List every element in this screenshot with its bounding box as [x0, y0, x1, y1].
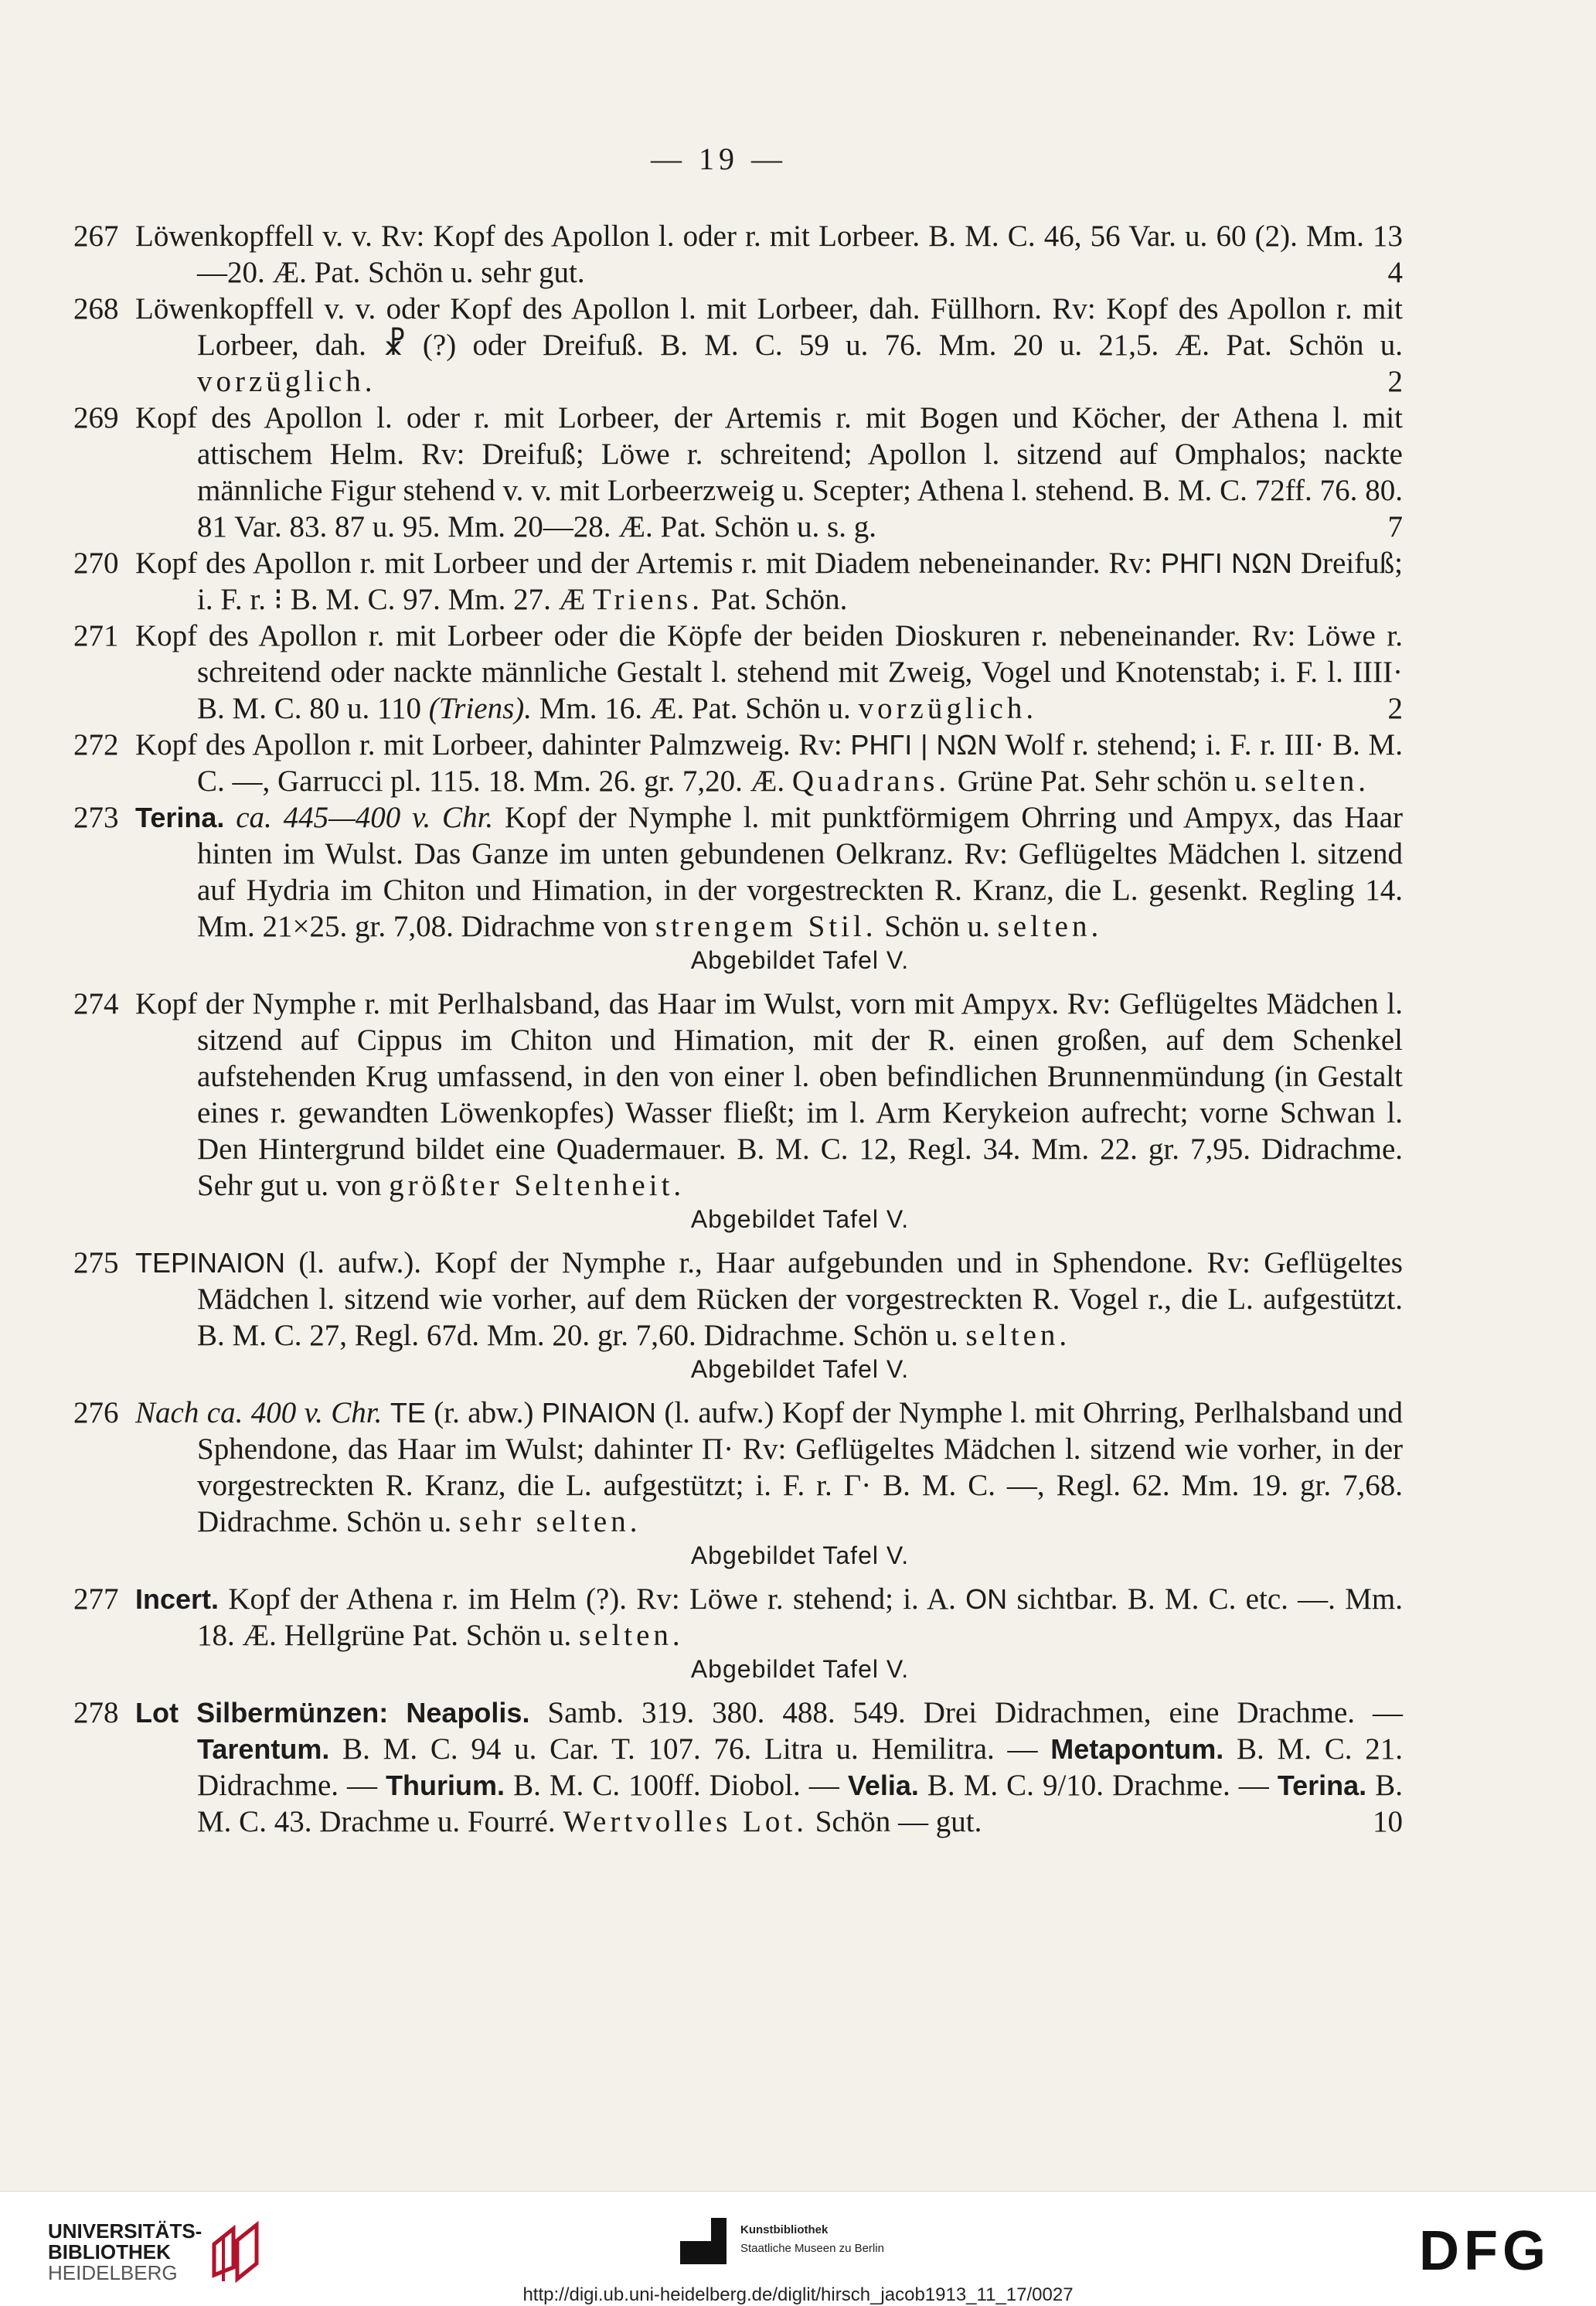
catalog-entry [73, 1245, 1403, 1354]
entry-text: Terina. [1277, 1770, 1367, 1801]
entry-text: Dreifuß; i. F. r. ⁝ B. M. C. 97. Mm. 27. Æ [197, 547, 1404, 616]
entry-text: B. M. C. 43. Drachme u. Fourré. [197, 1769, 1403, 1838]
entry-text: Wolf r. stehend; i. F. r. III· B. M. C. —, Garrucci pl. 115. 18. Mm. 26. gr. 7,20. Æ. [197, 728, 1403, 798]
ub-emblem-icon [206, 2221, 268, 2284]
entry-text [224, 801, 236, 834]
footer-bar [0, 2191, 1596, 2306]
entry-text: Samb. 319. 380. 488. 549. Drei Didrachmen, eine Drachme. — [529, 1696, 1403, 1729]
entry-text: Quadrans. [791, 765, 951, 798]
plate-reference: Abgebildet Tafel V. [690, 1541, 910, 1569]
entry-text: Tarentum. [197, 1733, 330, 1765]
entry-text: Kopf des Apollon l. oder r. mit Lorbeer, der Artemis r. mit Bogen und Köcher, der Athena l. mit attischem Helm. Rv: Dreifuß; Löwe r. schreitend; Apollon l. sitzend auf Omphalos; nackte männliche Figur stehend v. v. mit Lorbeerzweig u. Scepter; Athena l. stehend. B. M. C. 72ff. 76. 80. 81 Var. 83. 87 u. 95. Mm. 20—28. Æ. Pat. Schön u. s. g. [135, 401, 1403, 543]
entry-price: 2 [1387, 365, 1403, 398]
entry-text: Mm. 16. Æ. Pat. Schön u. [532, 692, 859, 725]
entry-text: Kopf des Apollon r. mit Lorbeer und der Artemis r. mit Diadem nebeneinander. Rv: [135, 547, 1161, 580]
entry-text: (l. aufw.). Kopf der Nymphe r., Haar aufgebunden und in Sphendone. Rv: Geflügeltes Mädchen l. sitzend wie vorher, auf dem Rücken der vorgestreckten R. Vogel r., die L. aufgestützt. B. M. C. 27, Regl. 67d. Mm. 20. gr. 7,60. Didrachme. Schön u. [197, 1246, 1403, 1352]
entry-number: 277 [73, 1582, 119, 1616]
entry-text: vorzüglich. [197, 365, 376, 398]
page-url[interactable]: http://digi.ub.uni-heidelberg.de/diglit/hirsch_jacob1913_11_17/0027 [522, 2284, 1074, 2305]
plate-reference: Abgebildet Tafel V. [690, 946, 910, 974]
entry-number: 269 [73, 401, 119, 434]
plate-reference: Abgebildet Tafel V. [690, 1355, 910, 1383]
entry-text: Kopf der Nymphe l. mit punktförmigem Ohrring und Ampyx, das Haar hinten im Wulst. Das Ganze im unten gebundenen Oelkranz. Rv: Geflügeltes Mädchen l. sitzend auf Hydria im Chiton und Himation, in der vorgestreckten R. Kranz, die L. gesenkt. Regling 14. Mm. 21×25. gr. 7,08. Didrachme von [197, 801, 1404, 943]
entry-number: 271 [73, 619, 119, 652]
entry-text: TEPINAION [135, 1247, 286, 1279]
entry-text: PHΓI NΩN [1160, 547, 1292, 579]
ub-line-1: UNIVERSITÄTS- [48, 2219, 202, 2243]
plate-reference: Abgebildet Tafel V. [690, 1655, 910, 1683]
entry-price: 7 [1387, 510, 1403, 543]
entry-text: ca. 445—400 v. Chr. [236, 801, 494, 834]
catalog-entry [73, 1395, 1403, 1540]
entry-text: Kopf des Apollon r. mit Lorbeer oder die Köpfe der beiden Dioskuren r. nebeneinander. Rv: Löwe r. schreitend oder nackte männliche Gestalt l. stehend mit Zweig, Vogel und Knotenstab; i. F. l. IIII· B. M. C. 80 u. 110 [135, 619, 1403, 725]
entry-text: Kopf der Nymphe r. mit Perlhalsband, das Haar im Wulst, vorn mit Ampyx. Rv: Geflügeltes Mädchen l. sitzend auf Cippus im Chiton und Himation, mit der R. einen großen, auf dem Schenkel aufstehenden Krug umfassend, in den von einer l. oben befindlichen Brunnenmündung (in Gestalt eines r. gewandten Löwenkopfes) Wasser fließt; im l. Arm Kerykeion aufrecht; vorne Schwan l. Den Hintergrund bildet eine Quadermauer. B. M. C. 12, Regl. 34. Mm. 22. gr. 7,95. Didrachme. Sehr gut u. von [135, 987, 1403, 1202]
catalog-entry [73, 986, 1403, 1204]
catalog-entry [73, 218, 1403, 291]
entry-text: selten. [578, 1619, 684, 1652]
entry-text: Thurium. [386, 1770, 505, 1801]
entry-text: PINAION [541, 1397, 656, 1429]
entry-text: Löwenkopffell v. v. oder Kopf des Apollon l. mit Lorbeer, dah. Füllhorn. Rv: Kopf des Apollon r. mit Lorbeer, dah. ☧ (?) oder Dreifuß. B. M. C. 59 u. 76. Mm. 20 u. 21,5. Æ. Pat. Schön u. [135, 292, 1403, 362]
entry-number: 267 [73, 220, 119, 253]
entry-text: (l. aufw.) Kopf der Nymphe l. mit Ohrring, Perlhalsband und Sphendone, das Haar im Wulst; dahinter Π· Rv: Geflügeltes Mädchen l. sitzend wie vorher, in der vorgestreckten R. Kranz, die L. aufgestützt; i. F. r. Γ· B. M. C. —, Regl. 62. Mm. 19. gr. 7,68. Didrachme. Schön u. [197, 1396, 1403, 1538]
entry-text: ON [965, 1583, 1008, 1615]
page-number: — 19 — [651, 141, 787, 176]
entry-number: 275 [73, 1246, 119, 1279]
dfg-logo[interactable]: DFG [1419, 2220, 1550, 2282]
kunstbibliothek-mark-icon [680, 2218, 727, 2264]
entry-text: TE [390, 1397, 426, 1429]
entry-text: (r. abw.) [425, 1396, 542, 1429]
entry-text: B. M. C. 21. Didrachme. — [197, 1732, 1403, 1802]
catalog-entry [73, 727, 1403, 799]
ub-line-3: HEIDELBERG [48, 2261, 178, 2284]
entry-text: (Triens). [428, 692, 533, 725]
entry-text: größter Seltenheit. [389, 1169, 686, 1202]
entry-number: 276 [73, 1396, 119, 1429]
catalog-entry [73, 291, 1403, 400]
entry-text: Kopf des Apollon r. mit Lorbeer, dahinter Palmzweig. Rv: [135, 728, 851, 761]
entry-number: 278 [73, 1696, 119, 1729]
entry-text: Lot Silbermünzen: Neapolis. [135, 1697, 530, 1729]
catalog-entry [73, 618, 1403, 727]
entry-text: B. M. C. 94 u. Car. T. 107. 76. Litra u. Hemilitra. — [329, 1732, 1051, 1766]
entry-text: Wertvolles Lot. [563, 1805, 808, 1838]
catalog-entry [73, 1581, 1403, 1654]
entry-number: 272 [73, 728, 119, 761]
catalog-entry [73, 545, 1403, 618]
entry-text: Metapontum. [1050, 1733, 1224, 1765]
entry-text: Velia. [847, 1770, 919, 1801]
entry-number: 273 [73, 801, 119, 834]
kunstbibliothek-logo[interactable] [680, 2218, 989, 2272]
catalog-entries [73, 218, 1403, 1840]
entry-text: Grüne Pat. Sehr schön u. [950, 765, 1265, 798]
entry-number: 274 [73, 987, 119, 1020]
entry-text: Schön u. [876, 910, 998, 943]
catalog-entry [73, 799, 1403, 945]
entry-price: 10 [1373, 1805, 1403, 1838]
entry-text: selten. [1264, 765, 1370, 798]
entry-text: strengem Stil. [655, 910, 877, 943]
entry-price: 2 [1387, 692, 1403, 725]
entry-text: PHΓI | NΩN [850, 729, 998, 761]
entry-text [382, 1396, 390, 1429]
kb-line-1: Kunstbibliothek [740, 2223, 829, 2236]
entry-text: Pat. Schön. [703, 583, 848, 616]
plate-reference: Abgebildet Tafel V. [690, 1205, 910, 1233]
entry-text: vorzüglich. [858, 692, 1038, 725]
ub-heidelberg-logo[interactable] [48, 2221, 249, 2283]
entry-price: 4 [1387, 256, 1403, 289]
entry-text: Triens. [593, 583, 704, 616]
entry-text: selten. [997, 910, 1103, 943]
entry-text: Nach ca. 400 v. Chr. [135, 1396, 383, 1429]
entry-text: Incert. [135, 1583, 219, 1615]
entry-text: B. M. C. 9/10. Drachme. — [918, 1769, 1278, 1802]
ub-line-2: BIBLIOTHEK [48, 2240, 171, 2263]
entry-text: sichtbar. B. M. C. etc. —. Mm. 18. Æ. Hellgrüne Pat. Schön u. [197, 1582, 1404, 1652]
entry-text: sehr selten. [459, 1505, 641, 1538]
entry-text: B. M. C. 100ff. Diobol. — [505, 1769, 848, 1802]
entry-number: 270 [73, 547, 119, 580]
entry-text: Terina. [135, 802, 225, 833]
entry-text: Schön — gut. [807, 1805, 982, 1838]
kb-line-2: Staatliche Museen zu Berlin [740, 2242, 884, 2255]
catalog-entry [73, 1695, 1403, 1840]
entry-text: selten. [965, 1319, 1071, 1352]
catalog-entry [73, 400, 1403, 545]
entry-text: Kopf der Athena r. im Helm (?). Rv: Löwe r. stehend; i. A. [219, 1582, 966, 1616]
entry-number: 268 [73, 292, 119, 325]
entry-text: Löwenkopffell v. v. Rv: Kopf des Apollon l. oder r. mit Lorbeer. B. M. C. 46, 56 Var. u. 60 (2). Mm. 13—20. Æ. Pat. Schön u. sehr gut. [135, 220, 1403, 289]
